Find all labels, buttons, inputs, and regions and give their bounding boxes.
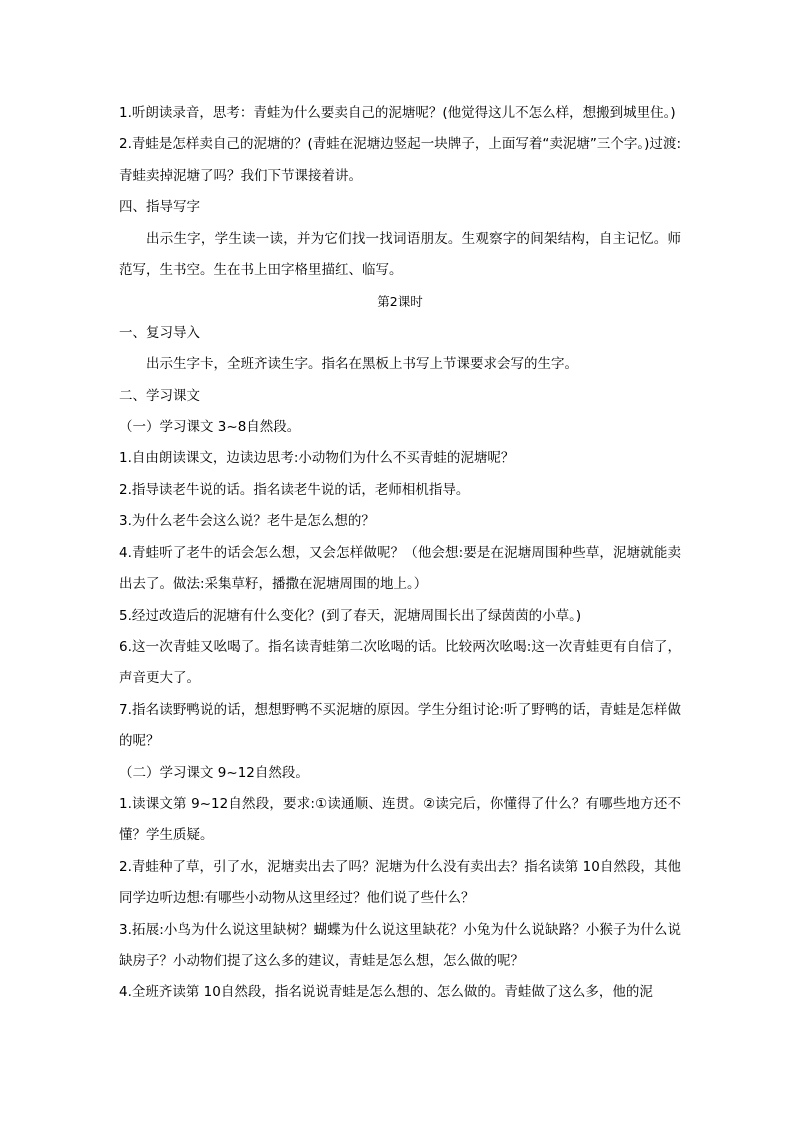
list-item: 6.这一次青蛙又吆喝了。指名读青蛙第二次吆喝的话。比较两次吆喝:这一次青蛙更有自信了，声音更大了。 [119, 638, 681, 687]
list-item: 4.全班齐读第 10自然段，指名说说青蛙是怎么想的、怎么做的。青蛙做了这么多，他的泥 [119, 984, 653, 1001]
paragraph-1: 1.听朗读录音，思考：青蛙为什么要卖自己的泥塘呢？(他觉得这儿不怎么样，想搬到城里住。) [119, 105, 676, 121]
list-item: 1.自由朗读课文，边读边思考:小动物们为什么不买青蛙的泥塘呢？ [119, 450, 515, 467]
lesson-title: 第2课时 [377, 294, 423, 310]
document-body [119, 98, 681, 1009]
subsection-heading-2: （二）学习课文 9~12自然段。 [119, 764, 309, 781]
list-item: 5.经过改造后的泥塘有什么变化？(到了春天，泥塘周围长出了绿茵茵的小草。) [119, 607, 582, 624]
paragraph-writing-guidance: 出示生字，学生读一读，并为它们找一找词语朋友。生观察字的间架结构，自主记忆。师范写，生书空。生在书上田字格里描红、临写。 [119, 230, 681, 279]
list-item: 2.青蛙种了草，引了水，泥塘卖出去了吗？泥塘为什么没有卖出去？指名读第 10自然段，其他同学边听边想:有哪些小动物从这里经过？他们说了些什么？ [119, 858, 681, 907]
list-item: 3.拓展:小鸟为什么说这里缺树？蝴蝶为什么说这里缺花？小兔为什么说缺路？小猴子为什么说缺房子？小动物们提了这么多的建议，青蛙是怎么想，怎么做的呢？ [119, 921, 681, 969]
section-heading-4: 四、指导写字 [119, 199, 200, 216]
list-item: 7.指名读野鸭说的话，想想野鸭不买泥塘的原因。学生分组讨论:听了野鸭的话，青蛙是怎样做的呢？ [119, 701, 681, 750]
section-heading-study: 二、学习课文 [119, 387, 200, 404]
section-heading-review: 一、复习导入 [119, 324, 200, 341]
subsection-heading-1: （一）学习课文 3~8自然段。 [119, 419, 301, 436]
list-item: 1.读课文第 9~12自然段，要求:①读通顺、连贯。②读完后，你懂得了什么？有哪些地方还不懂？学生质疑。 [119, 795, 681, 844]
list-item: 2.指导读老牛说的话。指名读老牛说的话，老师相机指导。 [119, 481, 470, 498]
list-item: 4.青蛙听了老牛的话会怎么想，又会怎样做呢？（他会想:要是在泥塘周围种些草，泥塘就能卖出去了。做法:采集草籽，播撒在泥塘周围的地上。） [119, 544, 681, 593]
paragraph-review: 出示生字卡，全班齐读生字。指名在黑板上书写上节课要求会写的生字。 [146, 356, 578, 373]
paragraph-2: 2.青蛙是怎样卖自己的泥塘的？(青蛙在泥塘边竖起一块牌子，上面写着“卖泥塘”三个字。)过渡:青蛙卖掉泥塘了吗？我们下节课接着讲。 [119, 136, 681, 184]
list-item: 3.为什么老牛会这么说？老牛是怎么想的？ [119, 513, 375, 530]
